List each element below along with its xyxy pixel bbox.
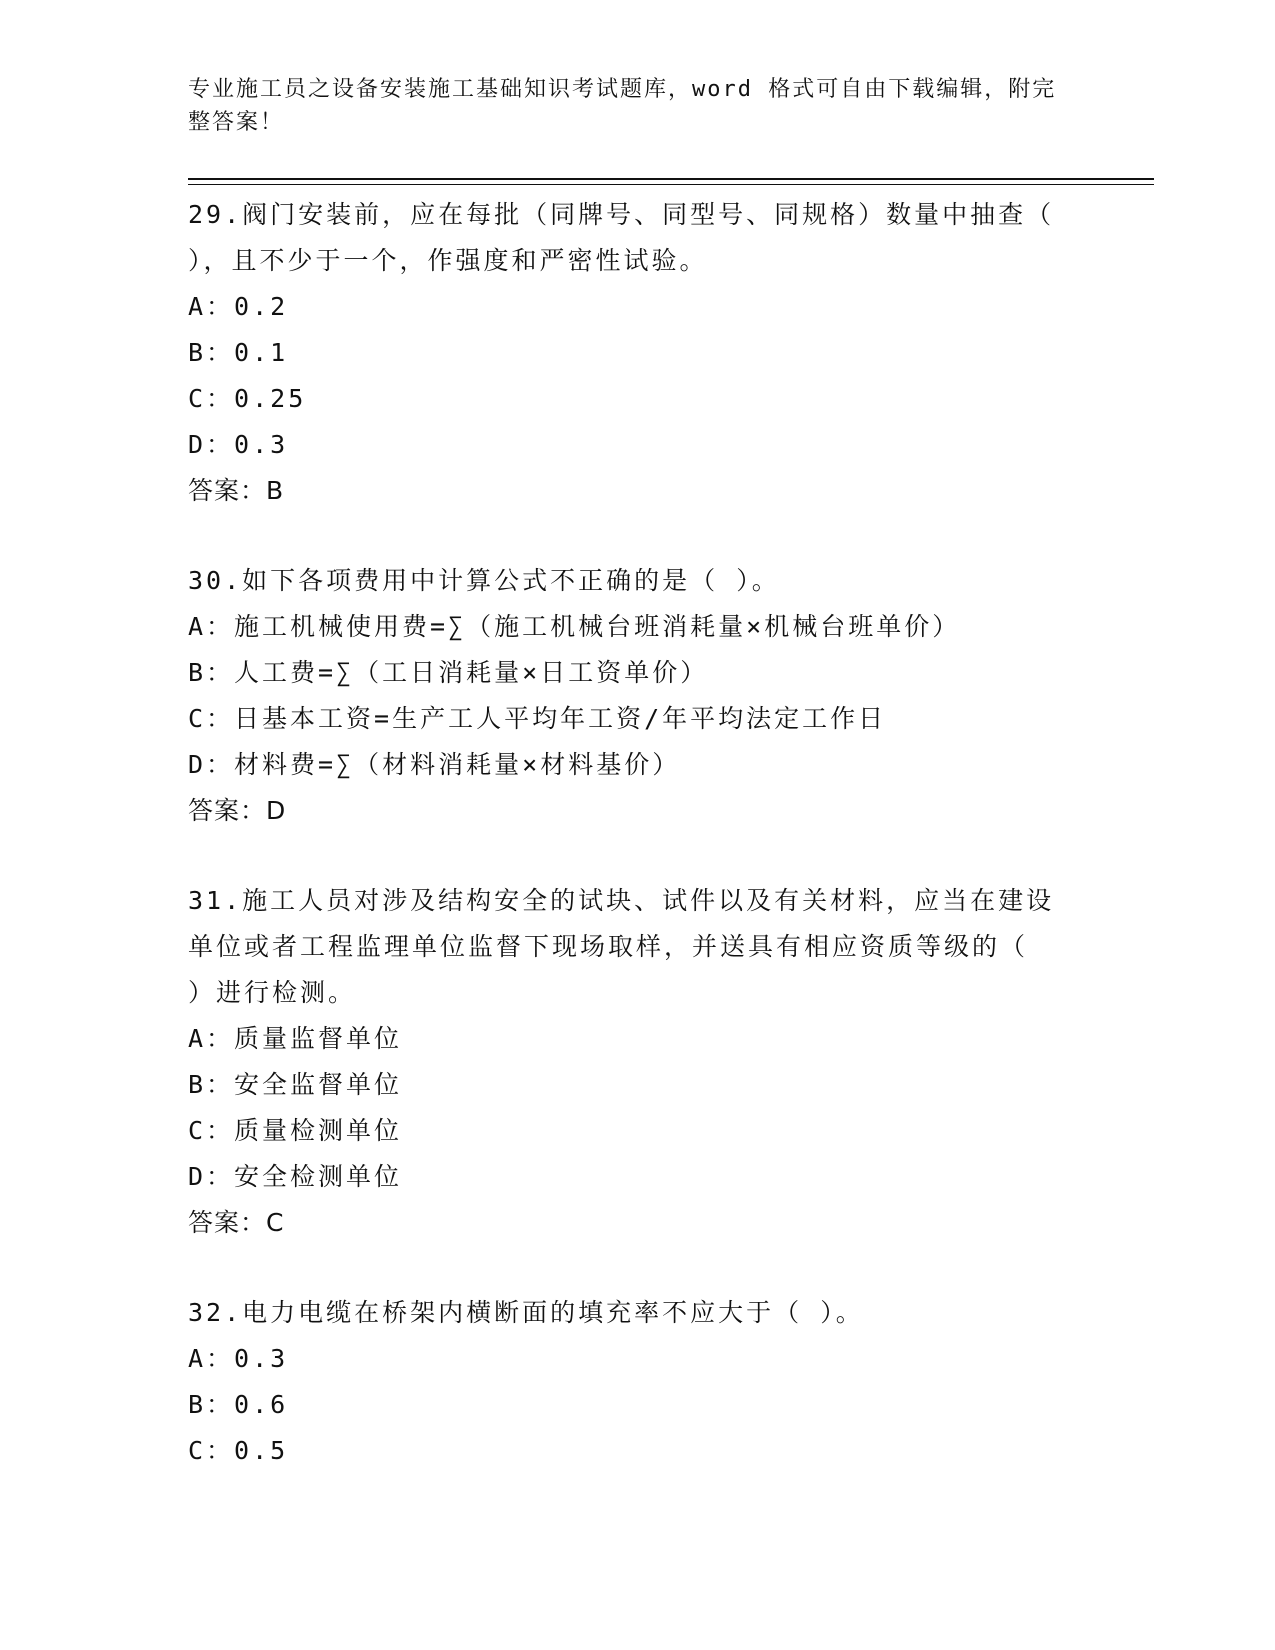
option-d: D：材料费=∑（材料消耗量×材料基价） bbox=[188, 750, 681, 779]
option-d: D：0.3 bbox=[188, 430, 289, 459]
question-30 bbox=[188, 558, 1088, 834]
question-29 bbox=[188, 192, 1088, 514]
document-header bbox=[188, 73, 1068, 139]
header-divider-thick bbox=[188, 178, 1154, 180]
option-c: C：质量检测单位 bbox=[188, 1116, 403, 1145]
header-line-2: 整答案！ bbox=[188, 110, 285, 135]
option-b: B：0.1 bbox=[188, 338, 289, 367]
question-text-line: 31.施工人员对涉及结构安全的试块、试件以及有关材料，应当在建设 bbox=[188, 886, 1055, 915]
question-text-line: ）进行检测。 bbox=[188, 978, 357, 1007]
question-text-line: 32.电力电缆在桥架内横断面的填充率不应大于（ ）。 bbox=[188, 1298, 864, 1327]
question-text-line: 单位或者工程监理单位监督下现场取样，并送具有相应资质等级的（ bbox=[188, 932, 1029, 961]
header-divider-thin bbox=[188, 184, 1154, 185]
option-c: C：0.25 bbox=[188, 384, 307, 413]
question-31 bbox=[188, 878, 1088, 1246]
question-text-line: ），且不少于一个，作强度和严密性试验。 bbox=[188, 246, 708, 275]
option-c: C：0.5 bbox=[188, 1436, 289, 1465]
option-a: A：0.2 bbox=[188, 292, 289, 321]
option-b: B：人工费=∑（工日消耗量×日工资单价） bbox=[188, 658, 709, 687]
option-b: B：0.6 bbox=[188, 1390, 289, 1419]
option-c: C：日基本工资=生产工人平均年工资/年平均法定工作日 bbox=[188, 704, 887, 733]
question-32 bbox=[188, 1290, 1088, 1474]
answer-text: 答案：C bbox=[188, 1208, 285, 1237]
question-list bbox=[188, 192, 1088, 1518]
option-d: D：安全检测单位 bbox=[188, 1162, 403, 1191]
question-text-line: 30.如下各项费用中计算公式不正确的是（ ）。 bbox=[188, 566, 780, 595]
option-a: A：施工机械使用费=∑（施工机械台班消耗量×机械台班单价） bbox=[188, 612, 961, 641]
option-b: B：安全监督单位 bbox=[188, 1070, 403, 1099]
answer-text: 答案：D bbox=[188, 796, 287, 825]
option-a: A：0.3 bbox=[188, 1344, 289, 1373]
option-a: A：质量监督单位 bbox=[188, 1024, 403, 1053]
answer-text: 答案：B bbox=[188, 476, 285, 505]
question-text-line: 29.阀门安装前，应在每批（同牌号、同型号、同规格）数量中抽查（ bbox=[188, 200, 1055, 229]
header-line-1: 专业施工员之设备安装施工基础知识考试题库，word 格式可自由下载编辑，附完 bbox=[188, 77, 1057, 102]
